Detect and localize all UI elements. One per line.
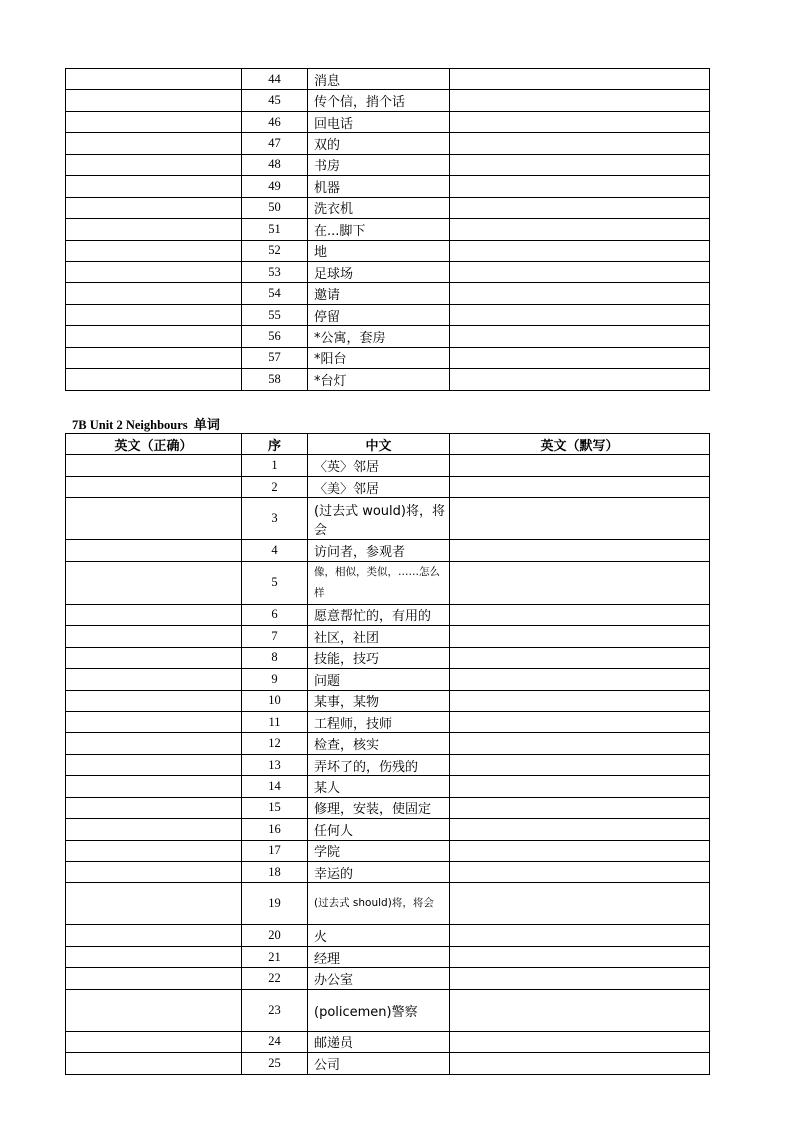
english-dictation-cell[interactable] xyxy=(450,946,710,967)
chinese-meaning: 〈英〉邻居 xyxy=(308,455,450,476)
row-number: 49 xyxy=(242,176,308,197)
english-correct-cell[interactable] xyxy=(66,733,242,754)
row-number: 15 xyxy=(242,797,308,818)
row-number: 47 xyxy=(242,133,308,154)
table-row xyxy=(66,219,710,240)
row-number: 11 xyxy=(242,711,308,732)
english-correct-cell[interactable] xyxy=(66,776,242,797)
table-row xyxy=(66,968,710,989)
english-dictation-cell[interactable] xyxy=(450,540,710,561)
chinese-meaning: 愿意帮忙的，有用的 xyxy=(308,604,450,625)
chinese-meaning: 经理 xyxy=(308,946,450,967)
table-row xyxy=(66,455,710,476)
english-dictation-cell[interactable] xyxy=(450,455,710,476)
row-number: 58 xyxy=(242,369,308,390)
english-correct-cell[interactable] xyxy=(66,840,242,861)
english-correct-cell[interactable] xyxy=(66,133,242,154)
chinese-meaning: *台灯 xyxy=(308,369,450,390)
table-row xyxy=(66,840,710,861)
english-dictation-cell[interactable] xyxy=(450,647,710,668)
row-number: 10 xyxy=(242,690,308,711)
chinese-meaning: 某事，某物 xyxy=(308,690,450,711)
chinese-meaning: 访问者，参观者 xyxy=(308,540,450,561)
english-correct-cell[interactable] xyxy=(66,711,242,732)
chinese-meaning: 机器 xyxy=(308,176,450,197)
english-dictation-cell[interactable] xyxy=(450,711,710,732)
row-number: 54 xyxy=(242,283,308,304)
english-correct-cell[interactable] xyxy=(66,968,242,989)
english-dictation-cell[interactable] xyxy=(450,197,710,218)
row-number: 51 xyxy=(242,219,308,240)
english-dictation-cell[interactable] xyxy=(450,669,710,690)
row-number: 52 xyxy=(242,240,308,261)
table-row xyxy=(66,754,710,775)
chinese-meaning: 洗衣机 xyxy=(308,197,450,218)
chinese-meaning: 书房 xyxy=(308,154,450,175)
english-correct-cell[interactable] xyxy=(66,154,242,175)
english-correct-cell[interactable] xyxy=(66,819,242,840)
english-dictation-cell[interactable] xyxy=(450,176,710,197)
chinese-meaning: 修理，安装，使固定 xyxy=(308,797,450,818)
table-row xyxy=(66,154,710,175)
chinese-meaning: 幸运的 xyxy=(308,862,450,883)
row-number: 50 xyxy=(242,197,308,218)
english-dictation-cell[interactable] xyxy=(450,840,710,861)
chinese-meaning: 回电话 xyxy=(308,111,450,132)
english-correct-cell[interactable] xyxy=(66,1031,242,1052)
english-correct-cell[interactable] xyxy=(66,476,242,497)
english-correct-cell[interactable] xyxy=(66,754,242,775)
english-dictation-cell[interactable] xyxy=(450,561,710,604)
english-dictation-cell[interactable] xyxy=(450,304,710,325)
chinese-meaning: 社区，社团 xyxy=(308,626,450,647)
row-number: 56 xyxy=(242,326,308,347)
english-correct-cell[interactable] xyxy=(66,1053,242,1074)
english-dictation-cell[interactable] xyxy=(450,476,710,497)
row-number: 12 xyxy=(242,733,308,754)
table-row xyxy=(66,1031,710,1052)
row-number: 22 xyxy=(242,968,308,989)
row-number: 53 xyxy=(242,261,308,282)
chinese-meaning: (policemen)警察 xyxy=(308,989,450,1031)
english-correct-cell[interactable] xyxy=(66,626,242,647)
table-row xyxy=(66,326,710,347)
row-number: 8 xyxy=(242,647,308,668)
english-dictation-cell[interactable] xyxy=(450,626,710,647)
english-dictation-cell[interactable] xyxy=(450,604,710,625)
table-row xyxy=(66,176,710,197)
header-english-dictation: 英文（默写） xyxy=(450,434,710,455)
table-row xyxy=(66,347,710,368)
english-dictation-cell[interactable] xyxy=(450,754,710,775)
english-dictation-cell[interactable] xyxy=(450,925,710,946)
row-number: 57 xyxy=(242,347,308,368)
english-dictation-cell[interactable] xyxy=(450,989,710,1031)
row-number: 17 xyxy=(242,840,308,861)
chinese-meaning: (过去式 would)将，将会 xyxy=(308,498,450,540)
english-dictation-cell[interactable] xyxy=(450,968,710,989)
english-correct-cell[interactable] xyxy=(66,176,242,197)
english-correct-cell[interactable] xyxy=(66,862,242,883)
english-correct-cell[interactable] xyxy=(66,326,242,347)
table-row xyxy=(66,925,710,946)
chinese-meaning: 检查，核实 xyxy=(308,733,450,754)
table-row xyxy=(66,540,710,561)
section-title xyxy=(72,414,220,433)
english-dictation-cell[interactable] xyxy=(450,133,710,154)
row-number: 24 xyxy=(242,1031,308,1052)
chinese-meaning: 工程师，技师 xyxy=(308,711,450,732)
english-correct-cell[interactable] xyxy=(66,647,242,668)
header-number: 序 xyxy=(242,434,308,455)
chinese-meaning: 某人 xyxy=(308,776,450,797)
table-row xyxy=(66,946,710,967)
chinese-meaning: 问题 xyxy=(308,669,450,690)
vocab-table-unit2 xyxy=(65,433,710,1075)
english-dictation-cell[interactable] xyxy=(450,733,710,754)
english-dictation-cell[interactable] xyxy=(450,498,710,540)
english-dictation-cell[interactable] xyxy=(450,90,710,111)
table-row xyxy=(66,476,710,497)
english-dictation-cell[interactable] xyxy=(450,690,710,711)
section-title-en: 7B Unit 2 Neighbours xyxy=(72,418,188,432)
english-correct-cell[interactable] xyxy=(66,90,242,111)
chinese-meaning: 地 xyxy=(308,240,450,261)
section-title-cn: 单词 xyxy=(193,418,220,433)
english-dictation-cell[interactable] xyxy=(450,1053,710,1074)
chinese-meaning: 弄坏了的，伤残的 xyxy=(308,754,450,775)
table-row xyxy=(66,669,710,690)
english-correct-cell[interactable] xyxy=(66,498,242,540)
table-row xyxy=(66,733,710,754)
english-dictation-cell[interactable] xyxy=(450,111,710,132)
row-number: 4 xyxy=(242,540,308,561)
chinese-meaning: 传个信，捎个话 xyxy=(308,90,450,111)
chinese-meaning: 公司 xyxy=(308,1053,450,1074)
english-correct-cell[interactable] xyxy=(66,369,242,390)
english-correct-cell[interactable] xyxy=(66,946,242,967)
chinese-meaning: 消息 xyxy=(308,69,450,90)
english-correct-cell[interactable] xyxy=(66,240,242,261)
row-number: 20 xyxy=(242,925,308,946)
chinese-meaning: *阳台 xyxy=(308,347,450,368)
header-english-correct: 英文（正确） xyxy=(66,434,242,455)
table-row xyxy=(66,989,710,1031)
english-correct-cell[interactable] xyxy=(66,111,242,132)
english-correct-cell[interactable] xyxy=(66,69,242,90)
table-row xyxy=(66,862,710,883)
chinese-meaning: 技能，技巧 xyxy=(308,647,450,668)
chinese-meaning: 任何人 xyxy=(308,819,450,840)
chinese-meaning: 在...脚下 xyxy=(308,219,450,240)
vocab-table-continued-body xyxy=(66,69,710,391)
chinese-meaning: 邀请 xyxy=(308,283,450,304)
row-number: 14 xyxy=(242,776,308,797)
table-row xyxy=(66,561,710,604)
table-row xyxy=(66,498,710,540)
chinese-meaning: (过去式 should)将，将会 xyxy=(308,883,450,925)
chinese-meaning: 〈美〉邻居 xyxy=(308,476,450,497)
chinese-meaning: 办公室 xyxy=(308,968,450,989)
row-number: 19 xyxy=(242,883,308,925)
chinese-meaning: 足球场 xyxy=(308,261,450,282)
table-row xyxy=(66,369,710,390)
table-row xyxy=(66,776,710,797)
english-correct-cell[interactable] xyxy=(66,219,242,240)
table-row xyxy=(66,133,710,154)
english-dictation-cell[interactable] xyxy=(450,369,710,390)
row-number: 48 xyxy=(242,154,308,175)
english-correct-cell[interactable] xyxy=(66,925,242,946)
row-number: 7 xyxy=(242,626,308,647)
vocab-table-continued xyxy=(65,68,710,391)
vocab-table-unit2-body xyxy=(66,455,710,1074)
chinese-meaning: *公寓，套房 xyxy=(308,326,450,347)
chinese-meaning: 停留 xyxy=(308,304,450,325)
english-correct-cell[interactable] xyxy=(66,989,242,1031)
chinese-meaning: 双的 xyxy=(308,133,450,154)
row-number: 13 xyxy=(242,754,308,775)
row-number: 44 xyxy=(242,69,308,90)
row-number: 55 xyxy=(242,304,308,325)
table-row xyxy=(66,90,710,111)
english-correct-cell[interactable] xyxy=(66,455,242,476)
chinese-meaning: 邮递员 xyxy=(308,1031,450,1052)
row-number: 2 xyxy=(242,476,308,497)
table-row xyxy=(66,283,710,304)
row-number: 6 xyxy=(242,604,308,625)
row-number: 16 xyxy=(242,819,308,840)
table-row xyxy=(66,647,710,668)
row-number: 46 xyxy=(242,111,308,132)
english-dictation-cell[interactable] xyxy=(450,326,710,347)
row-number: 21 xyxy=(242,946,308,967)
table-row xyxy=(66,240,710,261)
chinese-meaning: 像，相似，类似，……怎么样 xyxy=(308,561,450,604)
english-correct-cell[interactable] xyxy=(66,197,242,218)
table-row xyxy=(66,690,710,711)
english-correct-cell[interactable] xyxy=(66,883,242,925)
english-dictation-cell[interactable] xyxy=(450,154,710,175)
english-correct-cell[interactable] xyxy=(66,604,242,625)
english-dictation-cell[interactable] xyxy=(450,1031,710,1052)
table-row xyxy=(66,197,710,218)
chinese-meaning: 学院 xyxy=(308,840,450,861)
english-correct-cell[interactable] xyxy=(66,304,242,325)
english-correct-cell[interactable] xyxy=(66,561,242,604)
row-number: 23 xyxy=(242,989,308,1031)
table-row xyxy=(66,1053,710,1074)
row-number: 9 xyxy=(242,669,308,690)
english-correct-cell[interactable] xyxy=(66,540,242,561)
row-number: 25 xyxy=(242,1053,308,1074)
english-dictation-cell[interactable] xyxy=(450,347,710,368)
english-dictation-cell[interactable] xyxy=(450,819,710,840)
english-correct-cell[interactable] xyxy=(66,261,242,282)
english-dictation-cell[interactable] xyxy=(450,883,710,925)
row-number: 18 xyxy=(242,862,308,883)
english-dictation-cell[interactable] xyxy=(450,797,710,818)
table-row xyxy=(66,604,710,625)
row-number: 45 xyxy=(242,90,308,111)
table-row xyxy=(66,69,710,90)
row-number: 5 xyxy=(242,561,308,604)
english-dictation-cell[interactable] xyxy=(450,776,710,797)
table-row xyxy=(66,883,710,925)
header-chinese: 中文 xyxy=(308,434,450,455)
row-number: 3 xyxy=(242,498,308,540)
english-dictation-cell[interactable] xyxy=(450,283,710,304)
table-row xyxy=(66,797,710,818)
english-correct-cell[interactable] xyxy=(66,283,242,304)
table-header-row xyxy=(66,434,710,455)
row-number: 1 xyxy=(242,455,308,476)
english-dictation-cell[interactable] xyxy=(450,862,710,883)
english-dictation-cell[interactable] xyxy=(450,219,710,240)
english-dictation-cell[interactable] xyxy=(450,69,710,90)
english-correct-cell[interactable] xyxy=(66,669,242,690)
table-row xyxy=(66,819,710,840)
english-correct-cell[interactable] xyxy=(66,797,242,818)
table-row xyxy=(66,111,710,132)
table-row xyxy=(66,304,710,325)
table-row xyxy=(66,711,710,732)
english-correct-cell[interactable] xyxy=(66,690,242,711)
english-correct-cell[interactable] xyxy=(66,347,242,368)
table-row xyxy=(66,261,710,282)
table-row xyxy=(66,626,710,647)
english-dictation-cell[interactable] xyxy=(450,261,710,282)
chinese-meaning: 火 xyxy=(308,925,450,946)
english-dictation-cell[interactable] xyxy=(450,240,710,261)
